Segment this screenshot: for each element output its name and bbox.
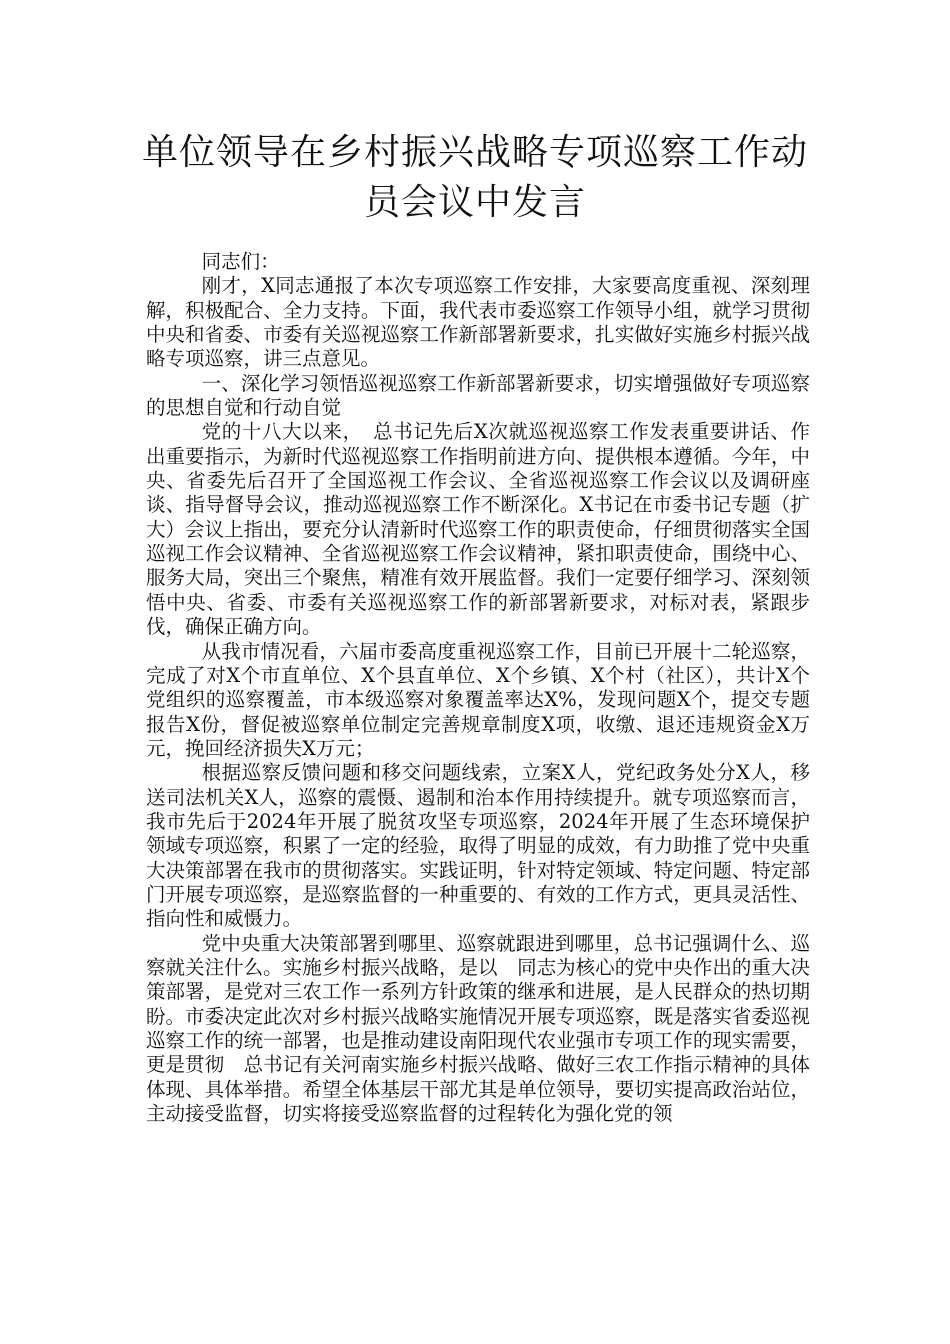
title-line-1: 单位领导在乡村振兴战略专项巡察工作动 — [141, 132, 808, 173]
paragraph: 党的十八大以来， 总书记先后X次就巡视巡察工作发表重要讲话、作出重要指示，为新时代巡视巡察工作指明前进方向、提供根本遵循。今年，中央、省委先后召开了全国巡视工作会议、全省巡视巡察工作会议以及调研座谈、指导督导会议，推动巡视巡察工作不断深化。X书记在市委书记专题（扩大）会议上指出，要充分认清新时代巡察工作的职责使命，仔细贯彻落实全国巡视工作会议精神、全省巡视巡察工作会议精神，紧扣职责使命，围绕中心、服务大局，突出三个聚焦，精准有效开展监督。我们一定要仔细学习、深刻领悟中央、省委、市委有关巡视巡察工作的新部署新要求，对标对表，紧跟步伐，确保正确方向。 — [146, 420, 810, 639]
paragraph: 从我市情况看，六届市委高度重视巡察工作，目前已开展十二轮巡察，完成了对X个市直单位、X个县直单位、X个乡镇、X个村（社区），共计X个党组织的巡察覆盖，市本级巡察对象覆盖率达X%，发现问题X个，提交专题报告X份，督促被巡察单位制定完善规章制度X项，收缴、退还违规资金X万元，挽回经济损失X万元； — [146, 639, 810, 760]
salutation: 同志们： — [201, 250, 280, 273]
paragraph: 根据巡察反馈问题和移交问题线索，立案X人，党纪政务处分X人，移送司法机关X人，巡察的震慑、遏制和治本作用持续提升。就专项巡察而言，我市先后于2024年开展了脱贫攻坚专项巡察，2024年开展了生态环境保护领域专项巡察，积累了一定的经验，取得了明显的成效，有力助推了党中央重大决策部署在我市的贯彻落实。实践证明，针对特定领域、特定问题、特定部门开展专项巡察，是巡察监督的一种重要的、有效的工作方式，更具灵活性、指向性和威慑力。 — [146, 761, 810, 931]
document-title — [130, 128, 820, 228]
title-line-2: 员会议中发言 — [363, 182, 586, 223]
paragraph: 党中央重大决策部署到哪里、巡察就跟进到哪里，总书记强调什么、巡察就关注什么。实施乡村振兴战略，是以 同志为核心的党中央作出的重大决策部署，是党对三农工作一系列方针政策的继承和进展，是人民群众的热切期盼。市委决定此次对乡村振兴战略实施情况开展专项巡察，既是落实省委巡视巡察工作的统一部署，也是推动建设南阳现代农业强市专项工作的现实需要，更是贯彻 总书记有关河南实施乡村振兴战略、做好三农工作指示精神的具体体现、具体举措。希望全体基层干部尤其是单位领导，要切实提高政治站位，主动接受监督，切实将接受巡察监督的过程转化为强化党的领 — [146, 931, 810, 1126]
paragraph-intro: 刚才，X同志通报了本次专项巡察工作安排，大家要高度重视、深刻理解，积极配合、全力支持。下面，我代表市委巡察工作领导小组，就学习贯彻中央和省委、市委有关巡视巡察工作新部署新要求，扎实做好实施乡村振兴战略专项巡察，讲三点意见。 — [146, 274, 810, 371]
document-body — [146, 250, 810, 1126]
section-heading-1: 一、深化学习领悟巡视巡察工作新部署新要求，切实增强做好专项巡察的思想自觉和行动自觉 — [146, 371, 810, 420]
